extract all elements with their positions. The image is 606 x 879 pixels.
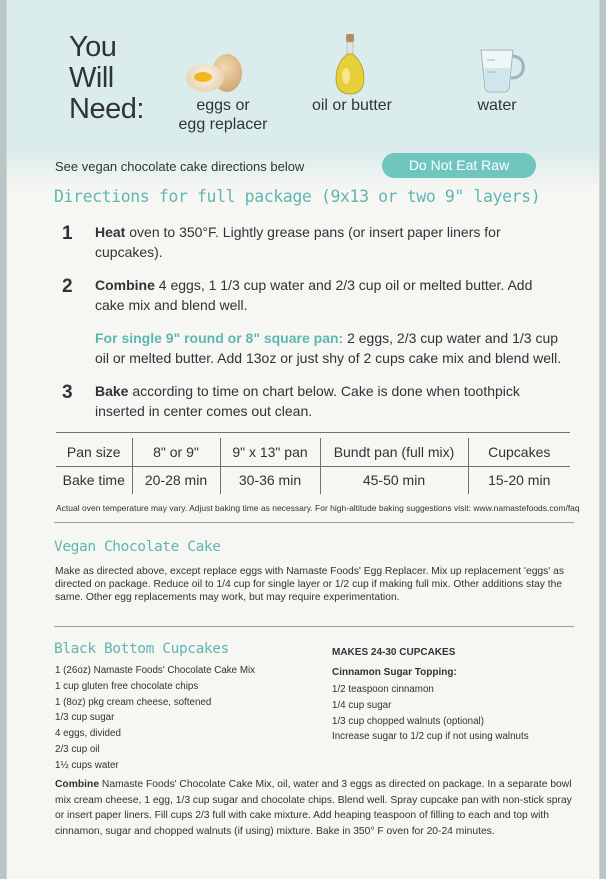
list-item: 1/3 cup sugar xyxy=(55,712,115,724)
step-1-text: Heat oven to 350°F. Lightly grease pans (or insert paper liners for cupcakes). xyxy=(95,224,501,260)
makes-count: MAKES 24-30 CUPCAKES xyxy=(332,647,456,658)
combine-instructions: Combine Namaste Foods' Chocolate Cake Mix, oil, water and 3 eggs as directed on package. In a separate bowl mix cream cheese, 1 egg, 1/3 cup sugar and chocolate chips. Blend well. Spray cupcake pan with non-stick spray or insert paper liners. Fill cups 2/3 full with cake mixture. Add heaping teaspoon of filling to each and top with cinnamon, sugar and chopped walnuts (if using) mixture. Bake in 350° F oven for 20-24 minutes. xyxy=(55,779,572,837)
you-will-need-title: You Will Need: xyxy=(69,31,144,125)
oil-bottle-icon xyxy=(332,34,368,96)
bake-time-table xyxy=(56,438,570,494)
need-oil-label: oil or butter xyxy=(311,97,393,114)
vegan-text: Make as directed above, except replace eggs with Namaste Foods' Egg Replacer. Mix up replacement 'eggs' as directed on package. Reduce oil to 1/4 cup for single layer or 1/2 cup if making full mix. Other additions stay the same. Other egg replacements may work, but may require experimentation. xyxy=(55,566,564,603)
table-row: Bake time 20-28 min 30-36 min 45-50 min 15-20 min xyxy=(56,466,570,494)
topping-title: Cinnamon Sugar Topping: xyxy=(332,667,457,678)
directions-title: Directions for full package (9x13 or two 9" layers) xyxy=(54,187,541,206)
vegan-note: See vegan chocolate cake directions below xyxy=(55,159,305,174)
ingredient-list xyxy=(55,663,255,774)
step-3-number: 3 xyxy=(62,382,73,403)
package-back-panel xyxy=(6,0,600,879)
step-3-text: Bake according to time on chart below. Cake is done when toothpick inserted in center comes out clean. xyxy=(95,383,520,419)
topping-list xyxy=(332,682,529,745)
step-2-text: Combine 4 eggs, 1 1/3 cup water and 2/3 cup oil or melted butter. Add cake mix and blend well. xyxy=(95,277,533,313)
eggs-icon xyxy=(182,50,252,96)
step-2-number: 2 xyxy=(62,276,73,297)
do-not-eat-raw-badge: Do Not Eat Raw xyxy=(382,153,536,178)
table-row: Pan size 8" or 9" 9" x 13" pan Bundt pan (full mix) Cupcakes xyxy=(56,438,570,466)
list-item: 1/4 cup sugar xyxy=(332,699,392,711)
list-item: Increase sugar to 1/2 cup if not using walnuts xyxy=(332,731,529,743)
step-1-number: 1 xyxy=(62,223,73,244)
list-item: 1 cup gluten free chocolate chips xyxy=(55,680,199,692)
list-item: 1 (26oz) Namaste Foods' Chocolate Cake Mix xyxy=(55,665,256,676)
black-bottom-title: Black Bottom Cupcakes xyxy=(54,641,229,657)
single-pan-text: For single 9" round or 8" square pan: 2 eggs, 2/3 cup water and 1/3 cup oil or melted butter. Add 13oz or just shy of 2 cups cake mix and blend well. xyxy=(95,330,562,366)
need-eggs-label: eggs or egg replacer xyxy=(178,97,268,133)
list-item: 1 (8oz) pkg cream cheese, softened xyxy=(55,696,212,708)
need-water-label: water xyxy=(477,97,517,114)
table-note: Actual oven temperature may vary. Adjust baking time as necessary. For high-altitude baking suggestions visit: www.namastefoods.com/faq xyxy=(56,503,580,513)
list-item: 2/3 cup oil xyxy=(55,743,100,755)
vegan-title: Vegan Chocolate Cake xyxy=(54,539,221,555)
list-item: 1/3 cup chopped walnuts (optional) xyxy=(332,715,484,727)
list-item: 1/2 teaspoon cinnamon xyxy=(332,684,434,695)
measuring-cup-icon xyxy=(475,42,527,94)
list-item: 1½ cups water xyxy=(55,759,119,771)
list-item: 4 eggs, divided xyxy=(55,728,121,740)
